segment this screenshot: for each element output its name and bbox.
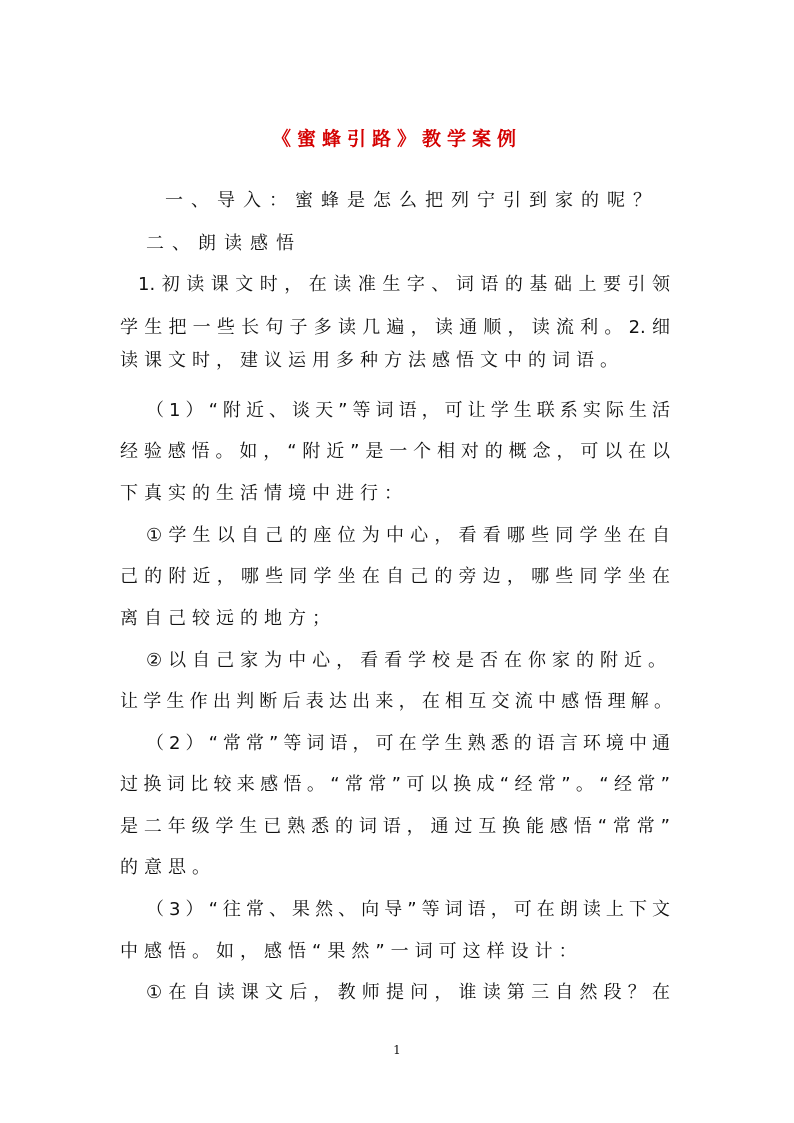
text-line: 过换词比较来感悟。“常常”可以换成“经常”。“经常” <box>120 774 670 795</box>
text-line: 二、朗读感悟 <box>146 233 302 254</box>
text-line: 读课文时，建议运用多种方法感悟文中的词语。 <box>120 350 624 371</box>
text-line: ①在自读课文后，教师提问，谁读第三自然段？在 <box>146 982 670 1003</box>
text-line: 己的附近，哪些同学坐在自己的旁边，哪些同学坐在 <box>120 566 670 587</box>
text-line: 的意思。 <box>120 857 216 878</box>
text-line: ②以自己家为中心，看看学校是否在你家的附近。 <box>146 650 666 671</box>
text-line: 下真实的生活情境中进行： <box>120 483 408 504</box>
text-line: （3）“往常、果然、向导”等词语，可在朗读上下文 <box>146 899 670 920</box>
document-title: 《蜜蜂引路》教学案例 <box>271 128 522 150</box>
text-line: （1）“附近、谈天”等词语，可让学生联系实际生活 <box>146 400 670 421</box>
text-line: 是二年级学生已熟悉的词语，通过互换能感悟“常常” <box>120 816 670 837</box>
text-line: ①学生以自己的座位为中心，看看哪些同学坐在自 <box>146 525 670 546</box>
page-number: 1 <box>393 1043 401 1057</box>
text-line: 中感悟。如，感悟“果然”一词可这样设计： <box>120 941 583 962</box>
text-line: （2）“常常”等词语，可在学生熟悉的语言环境中通 <box>146 733 670 754</box>
text-line: 经验感悟。如，“附近”是一个相对的概念，可以在以 <box>120 441 670 462</box>
text-line: 让学生作出判断后表达出来，在相互交流中感悟理解。 <box>120 691 672 712</box>
text-line: 1.初读课文时，在读准生字、词语的基础上要引领 <box>138 274 670 295</box>
text-line: 一、导入：蜜蜂是怎么把列宁引到家的呢？ <box>165 190 659 211</box>
text-line: 离自己较远的地方； <box>120 608 336 629</box>
text-line: 学生把一些长句子多读几遍，读通顺，读流利。2.细 <box>120 317 670 338</box>
